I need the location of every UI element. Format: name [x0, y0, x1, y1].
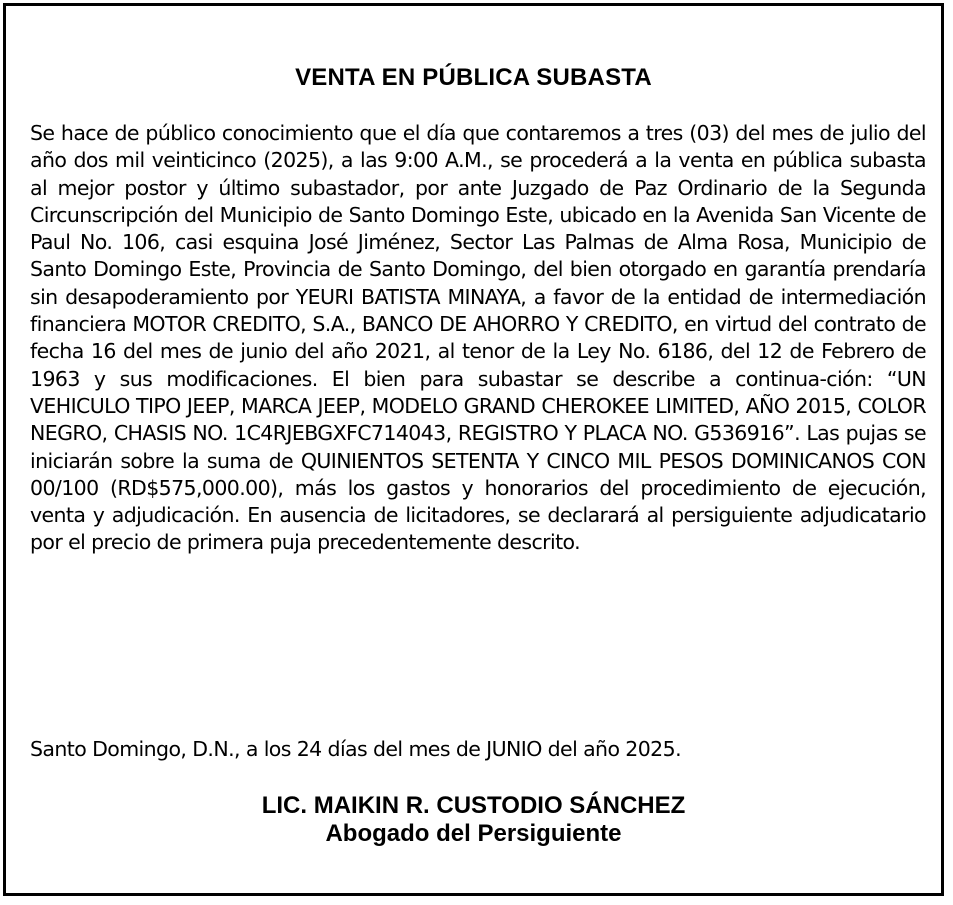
notice-body: Se hace de público conocimiento que el día que contaremos a tres (03) del mes de julio del año dos mil veinticinco (2025), a las 9:00 A.M., se procederá a la venta en pública subasta al mejor postor y último subastador, por ante Juzgado de Paz Ordinario de la Segunda Circunscripción del Municipio de Santo Domingo Este, ubicado en la Avenida San Vicente de Paul No. 106, casi esquina José Jiménez, Sector Las Palmas de Alma Rosa, Municipio de Santo Domingo Este, Provincia de Santo Domingo, del bien otorgado en garantía prendaría sin desapoderamiento por YEURI BATISTA MINAYA, a favor de la entidad de intermediación financiera MOTOR CREDITO, S.A., BANCO DE AHORRO Y CREDITO, en virtud del contrato de fecha 16 del mes de junio del año 2021, al tenor de la Ley No. 6186, del 12 de Febrero de 1963 y sus modificaciones. El bien para subastar se describe a continua-ción: “UN VEHICULO TIPO JEEP, MARCA JEEP, MODELO GRAND CHEROKEE LIMITED, AÑO 2015, COLOR NEGRO, CHASIS NO. 1C4RJEBGXFC714043, REGISTRO Y PLACA NO. G536916”. Las pujas se iniciarán sobre la suma de QUINIENTOS SETENTA Y CINCO MIL PESOS DOMINICANOS CON 00/100 (RD$575,000.00), más los gastos y honorarios del procedimiento de ejecución, venta y adjudicación. En ausencia de licitadores, se declarará al persiguiente adjudicatario por el precio de primera puja precedentemente descrito. — [30, 121, 926, 555]
notice-date-line: Santo Domingo, D.N., a los 24 días del mes de JUNIO del año 2025. — [30, 737, 681, 761]
legal-notice — [3, 3, 944, 896]
notice-title: VENTA EN PÚBLICA SUBASTA — [295, 64, 652, 91]
signer-role: Abogado del Persiguiente — [325, 820, 622, 847]
signer-name: LIC. MAIKIN R. CUSTODIO SÁNCHEZ — [261, 792, 686, 819]
